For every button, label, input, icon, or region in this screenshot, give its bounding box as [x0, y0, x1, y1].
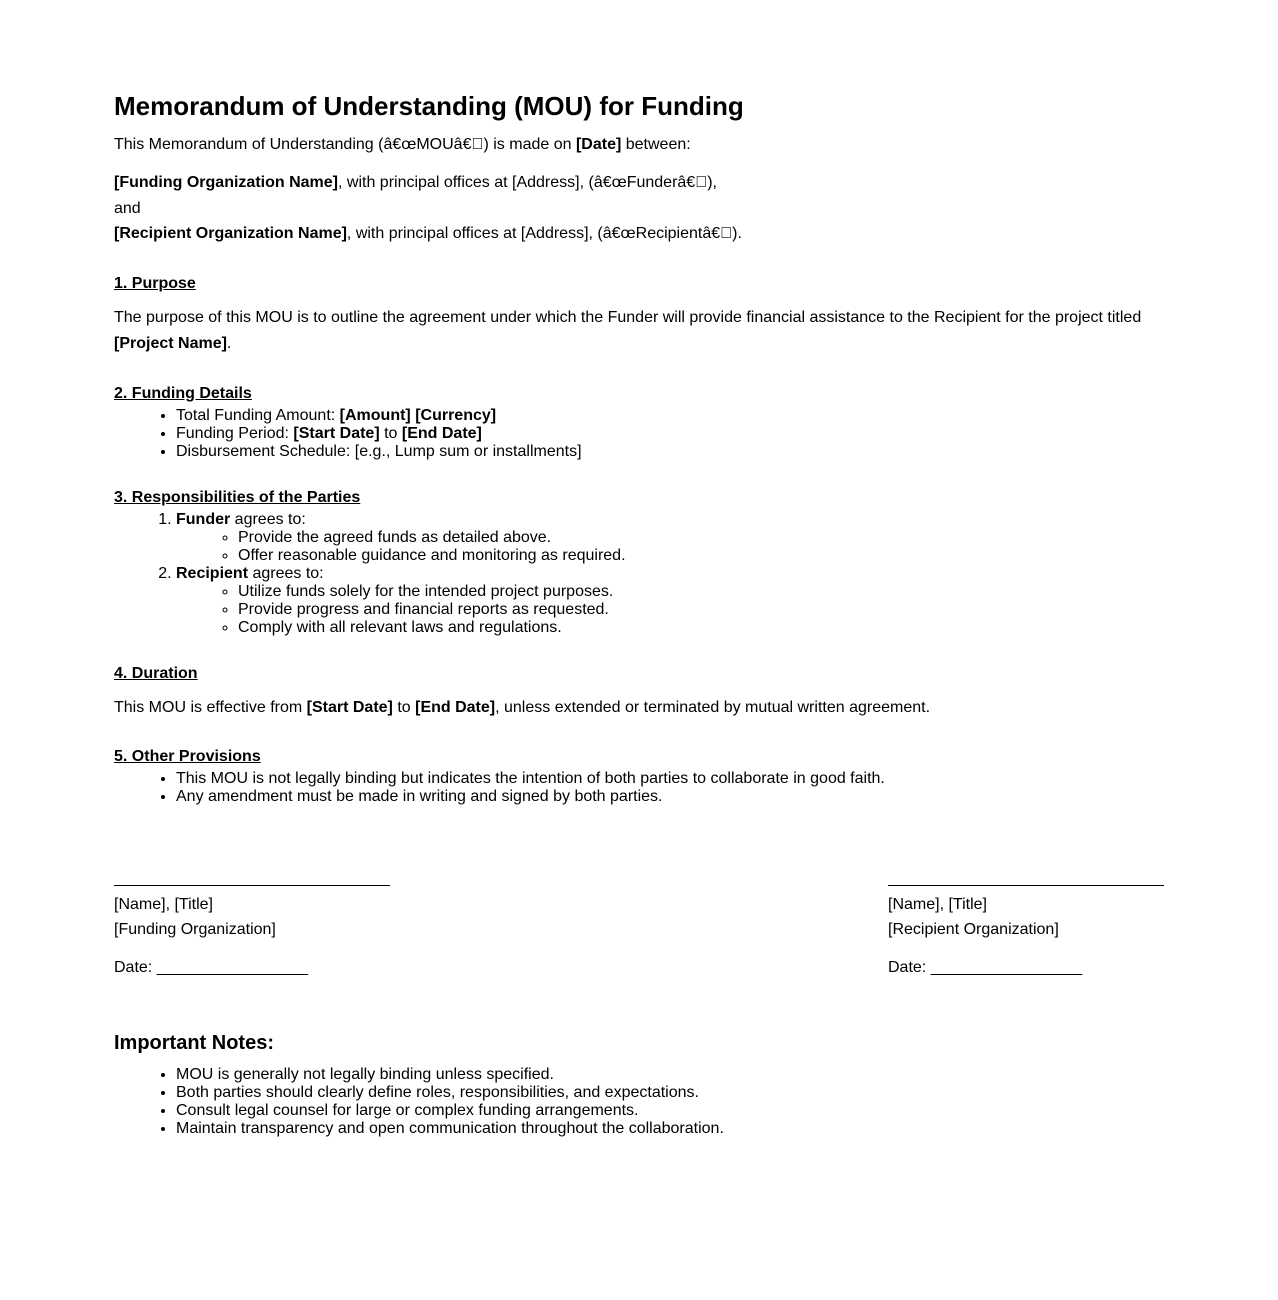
list-item [176, 565, 1164, 637]
list-item: ◦ Provide the agreed funds as detailed above. [238, 529, 1164, 547]
responsibilities-list [114, 511, 1164, 637]
list-item [176, 407, 1164, 425]
recipient-sub-list [176, 583, 1164, 637]
list-item: ◦ Provide progress and financial reports as requested. [238, 601, 1164, 619]
intro-paragraph [114, 132, 1164, 158]
document-body [114, 80, 1164, 806]
funder-signature-line [114, 885, 390, 886]
funder-agrees: agrees to: [230, 510, 306, 528]
list-item [176, 511, 1164, 565]
list-item: ◦ Utilize funds solely for the intended project purposes. [238, 583, 1164, 601]
list-item: • MOU is generally not legally binding unless specified. [176, 1066, 724, 1084]
intro-between: between: [621, 136, 691, 153]
recipient-signature-line [888, 885, 1164, 886]
document-title: Memorandum of Understanding (MOU) for Funding [114, 91, 744, 121]
period-label: Funding Period: [176, 424, 294, 442]
funder-signature-date: Date: _________________ [114, 959, 308, 976]
recipient-details: , with principal offices at [Address], (â€œRecipientâ€ ). [346, 225, 742, 242]
parties-block [114, 170, 1164, 247]
list-item [176, 425, 1164, 443]
funder-details: , with principal offices at [Address], (â€œFunderâ€ ), [338, 174, 717, 191]
duration-end: [End Date] [415, 698, 496, 716]
intro-text: This Memorandum of Understanding (â€œMOUâ€ ) is made on [114, 136, 576, 153]
recipient-name: [Recipient Organization Name] [114, 225, 347, 242]
funder-line [114, 170, 1164, 196]
list-item: • Consult legal counsel for large or complex funding arrangements. [176, 1102, 724, 1120]
period-end: [End Date] [401, 424, 482, 442]
list-item: • Disbursement Schedule: [e.g., Lump sum or installments] [176, 443, 1164, 461]
notes-list [114, 1066, 724, 1138]
funding-list [114, 407, 1164, 461]
duration-heading: 4. Duration [114, 664, 198, 682]
duration-paragraph [114, 695, 1164, 721]
purpose-end: . [226, 334, 232, 352]
list-item: ◦ Comply with all relevant laws and regulations. [238, 619, 1164, 637]
funder-name: [Funding Organization Name] [114, 174, 338, 191]
duration-to: to [392, 698, 416, 716]
recipient-line [114, 221, 1164, 247]
purpose-heading: 1. Purpose [114, 274, 196, 292]
list-item: • Maintain transparency and open communication throughout the collaboration. [176, 1120, 724, 1138]
funder-signature-org: [Funding Organization] [114, 921, 276, 938]
amount-label: Total Funding Amount: [176, 406, 340, 424]
duration-rest: , unless extended or terminated by mutual written agreement. [495, 698, 931, 716]
purpose-text: The purpose of this MOU is to outline the agreement under which the Funder will provide financial assistance to the Recipient for the project titled [114, 308, 1142, 326]
responsibilities-heading: 3. Responsibilities of the Parties [114, 488, 361, 506]
recipient-signature-name: [Name], [Title] [888, 896, 987, 913]
provisions-list [114, 770, 1164, 806]
period-to: to [379, 424, 402, 442]
recipient-label: Recipient [176, 564, 249, 582]
duration-text: This MOU is effective from [114, 698, 307, 716]
recipient-signature-date: Date: _________________ [888, 959, 1082, 976]
and-line: and [114, 199, 141, 217]
duration-start: [Start Date] [306, 698, 393, 716]
list-item: • This MOU is not legally binding but indicates the intention of both parties to collaborate in good faith. [176, 770, 1164, 788]
list-item: • Any amendment must be made in writing and signed by both parties. [176, 788, 1164, 806]
purpose-paragraph [114, 305, 1164, 357]
intro-date: [Date] [575, 136, 622, 153]
funding-heading: 2. Funding Details [114, 384, 252, 402]
amount-value: [Amount] [Currency] [339, 406, 497, 424]
notes-heading: Important Notes: [114, 1032, 274, 1054]
list-item: ◦ Offer reasonable guidance and monitoring as required. [238, 547, 1164, 565]
funder-signature-name: [Name], [Title] [114, 896, 213, 913]
funder-label: Funder [176, 510, 231, 528]
recipient-signature-org: [Recipient Organization] [888, 921, 1059, 938]
period-start: [Start Date] [293, 424, 380, 442]
funder-sub-list [176, 529, 1164, 565]
project-name: [Project Name] [114, 334, 227, 352]
list-item: • Both parties should clearly define roles, responsibilities, and expectations. [176, 1084, 724, 1102]
provisions-heading: 5. Other Provisions [114, 747, 261, 765]
recipient-agrees: agrees to: [248, 564, 324, 582]
